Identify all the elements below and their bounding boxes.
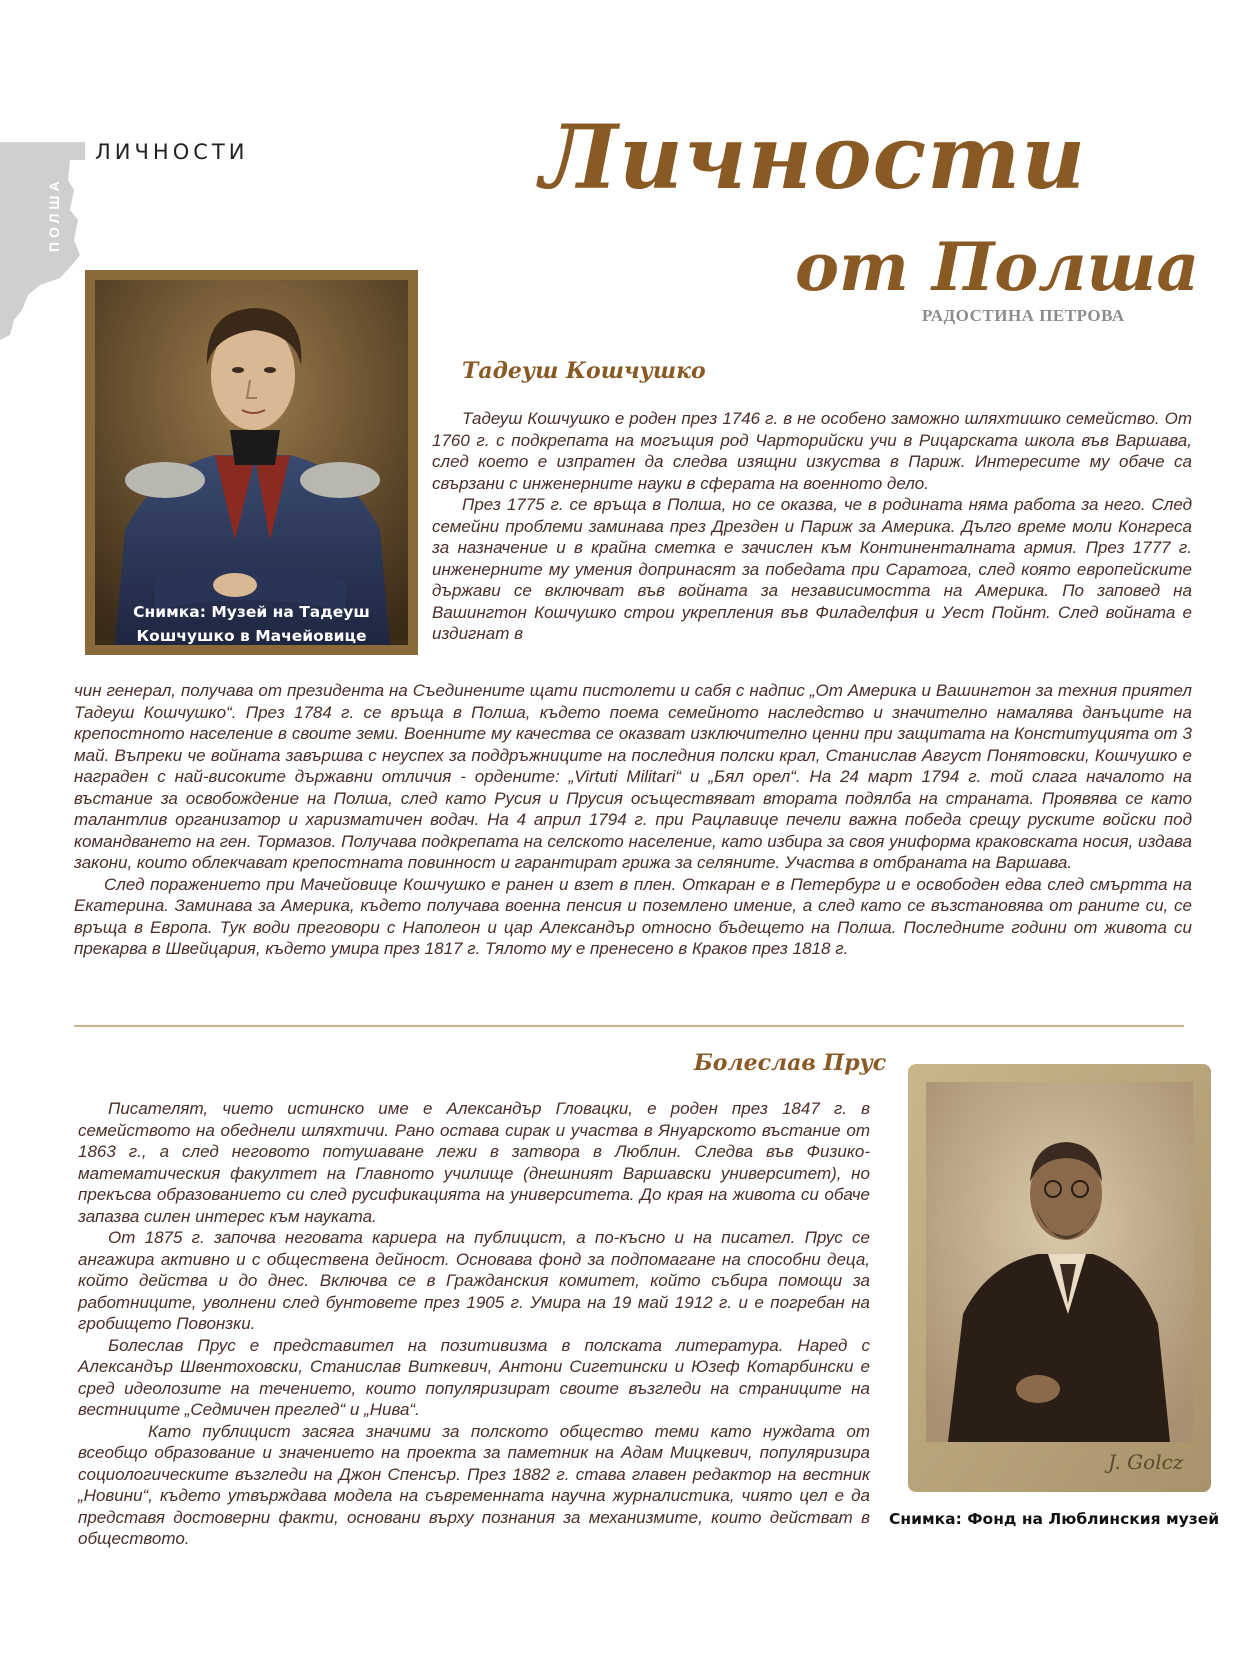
photographer-signature: J. Golcz xyxy=(1108,1450,1184,1474)
page-title-line2: от Полша xyxy=(795,228,1200,306)
article1-text-bottom xyxy=(74,680,1192,960)
article2-paragraph-3: Болеслав Прус е представител на позитивизма в полската литература. Наред с Александър Швентоховски, Станислав Виткевич, Антони Сигетински и Юзеф Котарбински е сред идеолозите на течението, които популяризират своите възгледи на страниците на вестниците „Седмичен преглед“ и „Нива“. xyxy=(78,1335,870,1419)
kosciuszko-portrait-frame xyxy=(85,270,418,655)
page-title-line1: Личности xyxy=(540,105,1087,209)
prus-photo-caption: Снимка: Фонд на Люблинския музей xyxy=(889,1510,1220,1528)
country-label: ПОЛША xyxy=(46,177,62,252)
prus-photograph xyxy=(908,1064,1211,1492)
section-divider xyxy=(74,1025,1184,1027)
kosciuszko-portrait-image xyxy=(95,280,408,645)
article2-paragraph-4: Като публицист засяга значими за полското общество теми като нуждата от всеобщо образование и значението на проекта за паметник на Адам Мицкевич, популяризира социологическите възгледи на Джон Спенсър. През 1882 г. става главен редактор на вестник „Новини“, където утвърждава модела на съвременната научна журналистика, чиято цел е да представя достоверни факти, основани върху познания за механизмите, които действат в обществото. xyxy=(78,1421,870,1548)
section-bar xyxy=(0,142,85,160)
article2-heading: Болеслав Прус xyxy=(694,1050,887,1076)
article1-paragraph-1: Тадеуш Кошчушко е роден през 1746 г. в не особено заможно шляхтишко семейство. От 1760 г. с подкрепата на могъщия род Чарторийски учи в Рицарската школа във Варшава, след което е изпратен да следва изящни изкуства в Париж. Интересите му обаче са свързани с инженерните науки в сферата на военното дело. xyxy=(432,409,1192,493)
section-label: ЛИЧНОСТИ xyxy=(95,140,249,164)
caption-line2: Кошчушко в Мачейовице xyxy=(136,627,367,645)
article1-text-top xyxy=(432,408,1192,645)
article2-paragraph-1: Писателят, чието истинско име е Александър Гловацки, е роден през 1847 г. в семейството на обеднели шляхтичи. Рано остава сирак и участва в Януарското въстание от 1863 г., а след неговото потушаване лежи в затвора в Люблин. Следва във Физико-математическия факултет на Главното училище (днешният Варшавски университет), но прекъсва образованието си след русификацията на университета. До края на живота си обаче запазва силен интерес към науката. xyxy=(78,1099,870,1226)
kosciuszko-photo-caption xyxy=(95,600,408,648)
article1-paragraph-3: След поражението при Мачейовице Кошчушко е ранен и взет в плен. Откаран е в Петербург и е освободен едва след смъртта на Екатерина. Заминава за Америка, където получава военна пенсия и поземлено имение, а след като се възстановява от раните си, се връща в Европа. Тук води преговори с Наполеон и цар Александър относно бъдещето на Полша. Последните години от живота си прекарва в Швейцария, където умира през 1817 г. Тялото му е пренесено в Краков през 1818 г. xyxy=(74,874,1192,958)
author-name: РАДОСТИНА ПЕТРОВА xyxy=(922,306,1125,325)
article1-paragraph-2b: чин генерал, получава от президента на Съединените щати пистолети и сабя с надпис „От Америка и Вашингтон за техния приятел Тадеуш Кошчушко“. През 1784 г. се връща в Полша, където поема семейното наследство и значително намалява данъците на крепостното население в своите земи. Военните му качества се оказват изключително ценни при защитата на Конституцията от 3 май. Въпреки че войната завършва с неуспех за поддръжниците на последния полски крал, Станислав Август Понятовски, Кошчушко е награден с най-високите държавни отличия - ордените: „Virtuti Militari“ и „Бял орел“. На 24 март 1794 г. той слага началото на въстание за освобождение на Полша, след като Русия и Прусия осъществяват втората подялба на страната. Проявява се като талантлив организатор и харизматичен водач. На 4 април 1794 г. при Рацлавице печели важна победа срещу руските войски под командването на ген. Тормазов. Получава подкрепата на селското население, като избира за своя униформа краковската носия, издава закони, които облекчават крепостната повинност и гарантират грижа за селяните. Участва в отбраната на Варшава. xyxy=(74,681,1192,872)
poland-map-shape xyxy=(0,160,90,360)
caption-line1: Снимка: Музей на Тадеуш xyxy=(133,603,370,621)
article1-heading: Тадеуш Кошчушко xyxy=(462,358,706,384)
article2-paragraph-2: От 1875 г. започва неговата кариера на публицист, а по-късно и на писател. Прус се ангажира активно и с обществена дейност. Основава фонд за подпомагане на способни деца, който действа и до днес. Включва се в Гражданския комитет, който събира помощи за работниците, уволнени след бунтовете през 1905 г. Умира на 19 май 1912 г. и е погребан на гробището Повонзки. xyxy=(78,1228,870,1333)
article1-paragraph-2a: През 1775 г. се връща в Полша, но се оказва, че в родината няма работа за него. След семейни проблеми заминава през Дрезден и Париж за Америка. Дълго време моли Конгреса за назначение и в крайна сметка е зачислен към Континенталната армия. През 1777 г. инженерните му умения допринасят за победата при Саратога, след която европейските държави се включват във войната за независимостта на Америка. По заповед на Вашингтон Кошчушко строи укрепления във Филаделфия и Уест Пойнт. След войната е издигнат в xyxy=(432,495,1192,643)
article2-text xyxy=(78,1098,870,1550)
